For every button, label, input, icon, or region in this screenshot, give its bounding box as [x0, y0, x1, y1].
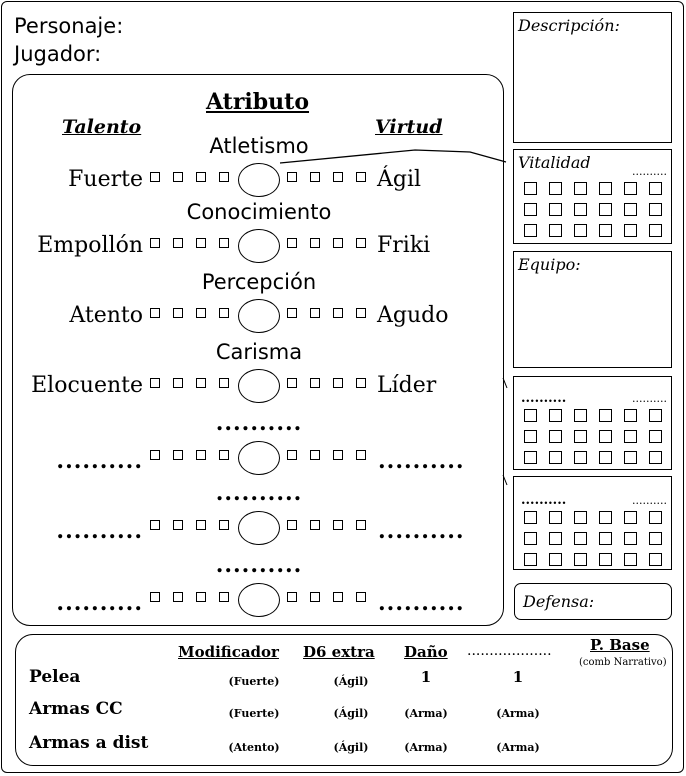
track-checkbox[interactable]: [524, 409, 537, 422]
talento-checkbox[interactable]: [196, 378, 206, 388]
track-checkbox[interactable]: [549, 203, 562, 216]
track-checkbox[interactable]: [599, 511, 612, 524]
extra-track-box-1: [513, 376, 672, 470]
talento-value: Fuerte: [68, 167, 143, 192]
combat-dano-cell: (Arma): [404, 741, 448, 754]
p-base-header: P. Base: [590, 636, 650, 654]
virtud-checkbox[interactable]: [287, 238, 297, 248]
dano-header: Daño: [404, 643, 448, 661]
attribute-name: ..........: [215, 410, 303, 436]
virtud-checkbox[interactable]: [333, 592, 343, 602]
defensa-label: Defensa:: [523, 592, 595, 611]
attribute-value-oval[interactable]: [238, 163, 280, 197]
talento-checkbox[interactable]: [150, 450, 160, 460]
talento-checkbox[interactable]: [150, 378, 160, 388]
talento-checkbox[interactable]: [219, 308, 229, 318]
combat-mod-cell: (Fuerte): [228, 675, 280, 688]
talento-checkbox[interactable]: [219, 520, 229, 530]
track-checkbox[interactable]: [599, 532, 612, 545]
talento-checkbox[interactable]: [219, 592, 229, 602]
talento-checkbox[interactable]: [219, 450, 229, 460]
virtud-checkbox[interactable]: [333, 520, 343, 530]
track-checkbox[interactable]: [624, 553, 637, 566]
track-checkbox[interactable]: [574, 532, 587, 545]
virtud-checkbox[interactable]: [287, 378, 297, 388]
virtud-checkbox[interactable]: [287, 520, 297, 530]
talento-checkbox[interactable]: [196, 592, 206, 602]
track-checkbox[interactable]: [649, 430, 662, 443]
virtud-value: Líder: [377, 373, 437, 398]
p-base-note: (comb Narrativo): [579, 657, 667, 668]
track-checkbox[interactable]: [574, 553, 587, 566]
descripcion-label: Descripción:: [518, 16, 620, 35]
virtud-value: ..........: [378, 590, 465, 616]
talento-checkbox[interactable]: [173, 172, 183, 182]
talento-checkbox[interactable]: [219, 378, 229, 388]
combat-mod-cell: (Atento): [228, 741, 280, 754]
talento-checkbox[interactable]: [196, 172, 206, 182]
talento-header: Talento: [62, 116, 142, 138]
track-checkbox[interactable]: [524, 553, 537, 566]
extra-track-box-2: [513, 476, 672, 570]
personaje-label: Personaje:: [14, 14, 124, 38]
talento-checkbox[interactable]: [150, 238, 160, 248]
track-checkbox[interactable]: [574, 409, 587, 422]
track-checkbox[interactable]: [624, 511, 637, 524]
virtud-checkbox[interactable]: [310, 592, 320, 602]
equipo-label: Equipo:: [518, 255, 581, 274]
track-checkbox[interactable]: [524, 451, 537, 464]
combat-row-label: Armas CC: [29, 699, 123, 719]
track-checkbox[interactable]: [549, 511, 562, 524]
combat-dano-cell: (Arma): [404, 707, 448, 720]
virtud-checkbox[interactable]: [333, 378, 343, 388]
attribute-name: ..........: [215, 552, 303, 578]
track-checkbox[interactable]: [649, 182, 662, 195]
track-checkbox[interactable]: [624, 430, 637, 443]
talento-checkbox[interactable]: [196, 308, 206, 318]
combat-blank-cell: 1: [512, 668, 524, 686]
descripcion-box: [513, 12, 672, 143]
jugador-label: Jugador:: [14, 42, 102, 66]
track-checkbox[interactable]: [624, 224, 637, 237]
virtud-checkbox[interactable]: [356, 592, 366, 602]
track-checkbox[interactable]: [649, 203, 662, 216]
talento-value: Empollón: [37, 233, 143, 258]
equipo-box: [513, 251, 672, 368]
virtud-header: Virtud: [375, 116, 443, 138]
modificador-header: Modificador: [178, 643, 279, 661]
track-checkbox[interactable]: [599, 553, 612, 566]
track-checkbox[interactable]: [549, 553, 562, 566]
virtud-checkbox[interactable]: [310, 238, 320, 248]
track-checkbox[interactable]: [624, 409, 637, 422]
attribute-value-oval[interactable]: [238, 441, 280, 475]
virtud-value: Ágil: [377, 167, 422, 192]
virtud-checkbox[interactable]: [356, 450, 366, 460]
talento-checkbox[interactable]: [150, 520, 160, 530]
combat-d6-cell: (Ágil): [333, 707, 369, 720]
attribute-name: Percepción: [201, 270, 317, 294]
attribute-value-oval[interactable]: [238, 229, 280, 263]
talento-checkbox[interactable]: [150, 172, 160, 182]
d6-extra-header: D6 extra: [303, 643, 375, 661]
combat-d6-cell: (Ágil): [333, 675, 369, 688]
track-checkbox[interactable]: [549, 182, 562, 195]
track-checkbox[interactable]: [599, 203, 612, 216]
track-checkbox[interactable]: [574, 182, 587, 195]
track-checkbox[interactable]: [649, 553, 662, 566]
track-checkbox[interactable]: [524, 532, 537, 545]
combat-blank-cell: (Arma): [496, 741, 540, 754]
vitalidad-label: Vitalidad: [518, 153, 591, 172]
extra-track-2-left-dots: ..........: [521, 493, 567, 508]
track-checkbox[interactable]: [599, 224, 612, 237]
combat-row-label: Armas a dist: [29, 733, 149, 753]
combat-blank-cell: (Arma): [496, 707, 540, 720]
talento-checkbox[interactable]: [150, 592, 160, 602]
track-checkbox[interactable]: [574, 511, 587, 524]
talento-checkbox[interactable]: [219, 172, 229, 182]
track-checkbox[interactable]: [624, 182, 637, 195]
extra-track-2-right-dots: ..........: [632, 494, 667, 507]
track-checkbox[interactable]: [649, 224, 662, 237]
attribute-name: ..........: [215, 480, 303, 506]
attribute-title: Atributo: [206, 89, 310, 115]
virtud-checkbox[interactable]: [356, 172, 366, 182]
virtud-checkbox[interactable]: [310, 378, 320, 388]
talento-value: ..........: [56, 518, 143, 544]
talento-value: Atento: [69, 303, 143, 328]
combat-mod-cell: (Fuerte): [228, 707, 280, 720]
vitalidad-box: [513, 149, 672, 244]
virtud-value: ..........: [378, 448, 465, 474]
attribute-value-oval[interactable]: [238, 511, 280, 545]
track-checkbox[interactable]: [574, 224, 587, 237]
virtud-checkbox[interactable]: [287, 450, 297, 460]
talento-checkbox[interactable]: [219, 238, 229, 248]
virtud-checkbox[interactable]: [310, 520, 320, 530]
talento-checkbox[interactable]: [196, 238, 206, 248]
virtud-checkbox[interactable]: [356, 238, 366, 248]
attribute-value-oval[interactable]: [238, 583, 280, 617]
virtud-value: ..........: [378, 518, 465, 544]
talento-value: Elocuente: [31, 373, 143, 398]
track-checkbox[interactable]: [649, 451, 662, 464]
track-checkbox[interactable]: [549, 430, 562, 443]
vitalidad-dots: ..........: [632, 165, 667, 178]
track-checkbox[interactable]: [599, 182, 612, 195]
talento-checkbox[interactable]: [173, 520, 183, 530]
track-checkbox[interactable]: [549, 409, 562, 422]
combat-d6-cell: (Ágil): [333, 741, 369, 754]
talento-value: ..........: [56, 448, 143, 474]
virtud-checkbox[interactable]: [356, 308, 366, 318]
track-checkbox[interactable]: [549, 532, 562, 545]
track-checkbox[interactable]: [574, 451, 587, 464]
virtud-checkbox[interactable]: [333, 172, 343, 182]
track-checkbox[interactable]: [549, 224, 562, 237]
attribute-name: Atletismo: [209, 134, 309, 158]
virtud-checkbox[interactable]: [287, 308, 297, 318]
virtud-checkbox[interactable]: [356, 378, 366, 388]
virtud-checkbox[interactable]: [287, 592, 297, 602]
attribute-value-oval[interactable]: [238, 369, 280, 403]
track-checkbox[interactable]: [524, 182, 537, 195]
talento-checkbox[interactable]: [173, 308, 183, 318]
virtud-checkbox[interactable]: [287, 172, 297, 182]
track-checkbox[interactable]: [649, 532, 662, 545]
defensa-box: [514, 583, 672, 620]
virtud-checkbox[interactable]: [310, 172, 320, 182]
talento-checkbox[interactable]: [196, 450, 206, 460]
virtud-checkbox[interactable]: [310, 450, 320, 460]
talento-checkbox[interactable]: [173, 450, 183, 460]
track-checkbox[interactable]: [524, 511, 537, 524]
talento-value: ..........: [56, 590, 143, 616]
extra-track-1-left-dots: ..........: [521, 391, 567, 406]
attribute-value-oval[interactable]: [238, 299, 280, 333]
track-checkbox[interactable]: [599, 430, 612, 443]
track-checkbox[interactable]: [574, 203, 587, 216]
track-checkbox[interactable]: [549, 451, 562, 464]
talento-checkbox[interactable]: [173, 592, 183, 602]
track-checkbox[interactable]: [624, 203, 637, 216]
track-checkbox[interactable]: [599, 451, 612, 464]
talento-checkbox[interactable]: [196, 520, 206, 530]
virtud-value: Agudo: [377, 303, 449, 328]
extra-track-1-right-dots: ..........: [632, 392, 667, 405]
track-checkbox[interactable]: [599, 409, 612, 422]
track-checkbox[interactable]: [624, 532, 637, 545]
talento-checkbox[interactable]: [173, 378, 183, 388]
combat-dano-cell: 1: [420, 668, 432, 686]
attribute-name: Carisma: [215, 340, 303, 364]
track-checkbox[interactable]: [649, 511, 662, 524]
combat-row-label: Pelea: [29, 667, 81, 687]
talento-checkbox[interactable]: [173, 238, 183, 248]
blank-header: ...................: [467, 643, 552, 659]
track-checkbox[interactable]: [524, 224, 537, 237]
track-checkbox[interactable]: [649, 409, 662, 422]
virtud-checkbox[interactable]: [333, 450, 343, 460]
virtud-checkbox[interactable]: [356, 520, 366, 530]
virtud-checkbox[interactable]: [333, 308, 343, 318]
virtud-value: Friki: [377, 233, 431, 258]
attribute-name: Conocimiento: [186, 200, 332, 224]
talento-checkbox[interactable]: [150, 308, 160, 318]
virtud-checkbox[interactable]: [310, 308, 320, 318]
track-checkbox[interactable]: [574, 430, 587, 443]
track-checkbox[interactable]: [524, 430, 537, 443]
virtud-checkbox[interactable]: [333, 238, 343, 248]
track-checkbox[interactable]: [624, 451, 637, 464]
track-checkbox[interactable]: [524, 203, 537, 216]
